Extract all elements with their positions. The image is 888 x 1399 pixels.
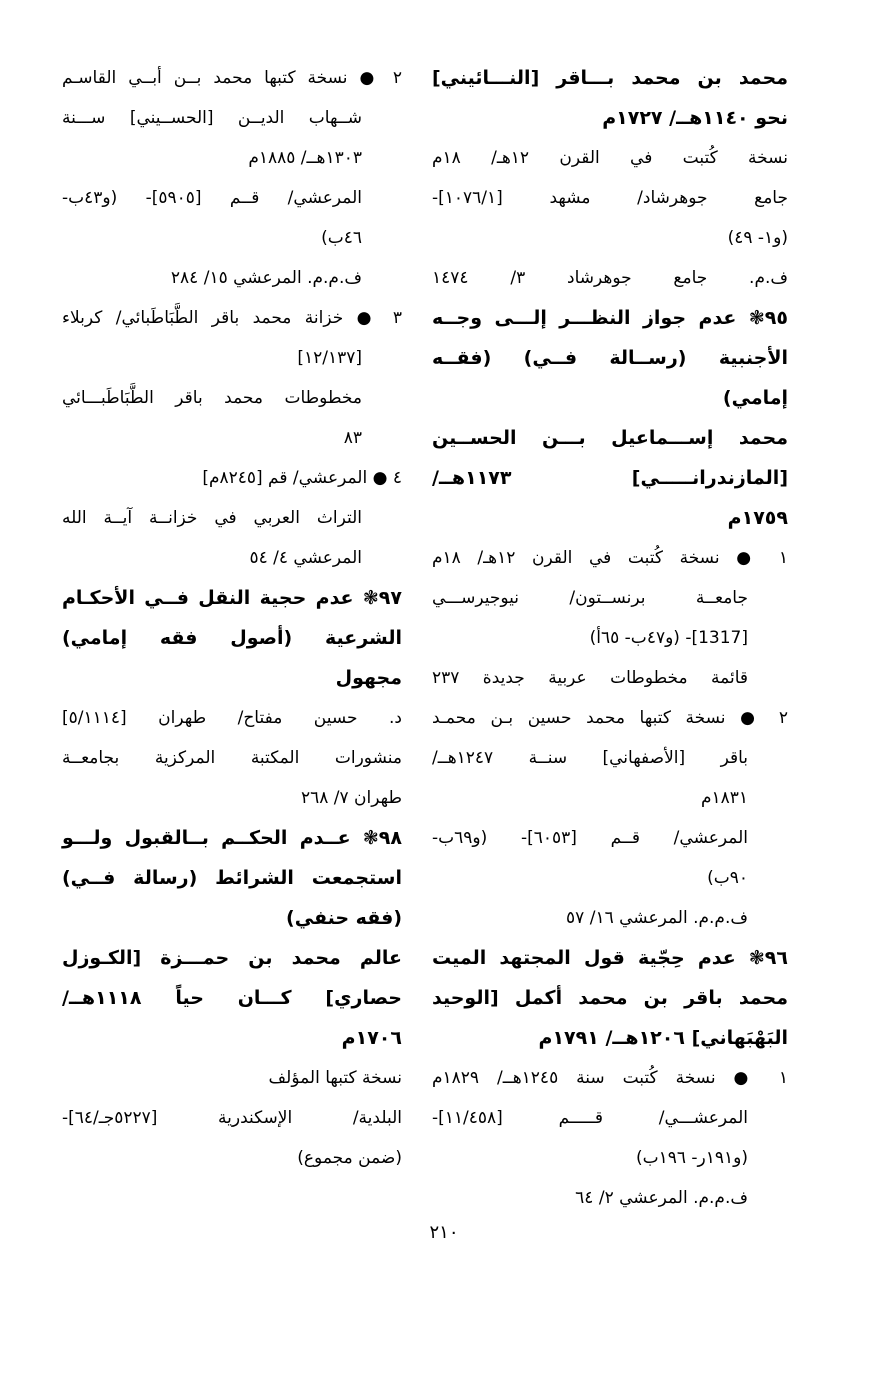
- text-line: ٩٥❃ عدم جواز النظـــر إلـــى وجــه: [432, 307, 788, 329]
- text-line: المرعشـــي/ قـــــم [١١/٤٥٨]-: [432, 1108, 748, 1128]
- text-line: المرعشي/ قــم [٥٩٠٥]- (و٤٣ب-: [62, 188, 362, 208]
- text-line: منشورات المكتبة المركزية بجامعــة: [62, 748, 402, 768]
- text-line: جامعــة برنســتون/ نيوجيرســـي: [432, 588, 748, 608]
- text-line: ١ ● نسخة كُتبت سنة ١٢٤٥هــ/ ١٨٢٩م: [432, 1068, 788, 1088]
- text-line: [١٢/١٣٧]: [297, 348, 362, 368]
- text-line: [1317]- (و٤٧ب- ٦٥أ): [589, 628, 748, 648]
- text-line: المرعشي/ قــم [٦٠٥٣]- (و٦٩ب-: [432, 828, 748, 848]
- text-line: نسخة كُتبت في القرن ١٢هـ/ ١٨م: [432, 148, 789, 168]
- text-line: البَهْبَهاني] ١٢٠٦هــ/ ١٧٩١م: [538, 1027, 788, 1049]
- text-line: (فقه حنفي): [286, 907, 402, 929]
- text-line: حصاري] كـــان حياً ١١١٨هــ/: [62, 987, 402, 1009]
- text-line: ٣ ● خزانة محمد باقر الطَّبَاطَبائي/ كربلاء: [62, 308, 402, 328]
- text-line: قائمة مخطوطات عربية جديدة ٢٣٧: [432, 668, 748, 688]
- text-line: نسخة كتبها المؤلف: [268, 1068, 402, 1088]
- text-line: البلدية/ الإسكندرية [٥٢٢٧جـ/٦٤]-: [62, 1108, 402, 1128]
- text-line: ٩٦❃ عدم حِجّية قول المجتهد الميت: [432, 947, 788, 969]
- text-line: استجمعت الشرائط (رسالة فــي): [62, 867, 402, 889]
- text-line: ٢ ● نسخة كتبها محمد بــن أبــي القاسـم: [62, 68, 402, 88]
- text-line: ١ ● نسخة كُتبت في القرن ١٢هـ/ ١٨م: [432, 548, 789, 568]
- text-line: الأجنبية (رســالة فــي) (فقــه: [432, 347, 788, 369]
- text-line: (ضمن مجموع): [297, 1148, 402, 1168]
- text-line: ف.م.م. المرعشي ١٦/ ٥٧: [566, 908, 748, 928]
- text-line: ٨٣: [343, 428, 362, 448]
- text-line: (و١- ٤٩): [727, 228, 788, 248]
- text-line: عالم محمد بن حمـــزة [الكـوزل: [62, 947, 402, 969]
- text-line: د. حسين مفتاح/ طهران [٥/١١١٤]: [62, 708, 402, 728]
- text-line: التراث العربي في خزانــة آيــة الله: [62, 508, 362, 528]
- text-line: ٩٠ب): [707, 868, 748, 888]
- text-line: ١٧٠٦م: [341, 1027, 402, 1049]
- text-line: طهران ٧/ ٢٦٨: [300, 788, 402, 808]
- text-line: محمد بن محمد بـــاقر [النـــائيني]: [432, 67, 788, 89]
- text-line: ف.م.م. المرعشي ٢/ ٦٤: [575, 1188, 748, 1208]
- text-line: مخطوطات محمد باقر الطَّبَاطَبـــائي: [62, 388, 362, 408]
- text-line: باقر [الأصفهاني] سنــة ١٢٤٧هــ/: [432, 748, 748, 768]
- right-column: [432, 58, 788, 1218]
- text-line: ٩٧❃ عدم حجية النقل فــي الأحكـام: [62, 587, 402, 609]
- text-line: ١٧٥٩م: [727, 507, 788, 529]
- text-line: المرعشي ٤/ ٥٤: [249, 548, 362, 568]
- text-line: جامع جوهرشاد/ مشهد [١٠٧٦/١]-: [432, 188, 788, 208]
- text-line: نحو ١١٤٠هــ/ ١٧٢٧م: [602, 107, 788, 129]
- text-line: ٤٦ب): [321, 228, 362, 248]
- text-line: ٩٨❃ عــدم الحكــم بــالقبول ولـــو: [62, 827, 402, 849]
- text-line: شــهاب الديــن [الحســيني] ســـنة: [62, 108, 362, 128]
- text-line: ٤ ● المرعشي/ قم [٨٢٤٥م]: [202, 468, 402, 488]
- text-line: ٢ ● نسخة كتبها محمد حسين بـن محمـد: [432, 708, 788, 728]
- text-line: ف.م. جامع جوهرشاد ٣/ ١٤٧٤: [432, 268, 789, 288]
- text-line: إمامي): [722, 387, 788, 409]
- text-line: (و١٩١ر- ١٩٦ب): [635, 1148, 748, 1168]
- text-line: محمد باقر بن محمد أكمل [الوحيد: [432, 987, 788, 1009]
- text-line: محمد إســـماعيل بـــن الحســين: [432, 427, 788, 449]
- text-line: الشرعية (أصول فقه إمامي): [62, 627, 402, 649]
- text-line: [المازندرانـــــي] ١١٧٣هــ/: [432, 467, 788, 489]
- page-number: ٢١٠: [429, 1222, 459, 1243]
- text-line: مجهول: [335, 667, 402, 689]
- text-line: ١٨٣١م: [700, 788, 748, 808]
- left-column: [62, 58, 402, 1178]
- text-line: ف.م.م. المرعشي ١٥/ ٢٨٤: [170, 268, 362, 288]
- text-line: ١٣٠٣هــ/ ١٨٨٥م: [248, 148, 362, 168]
